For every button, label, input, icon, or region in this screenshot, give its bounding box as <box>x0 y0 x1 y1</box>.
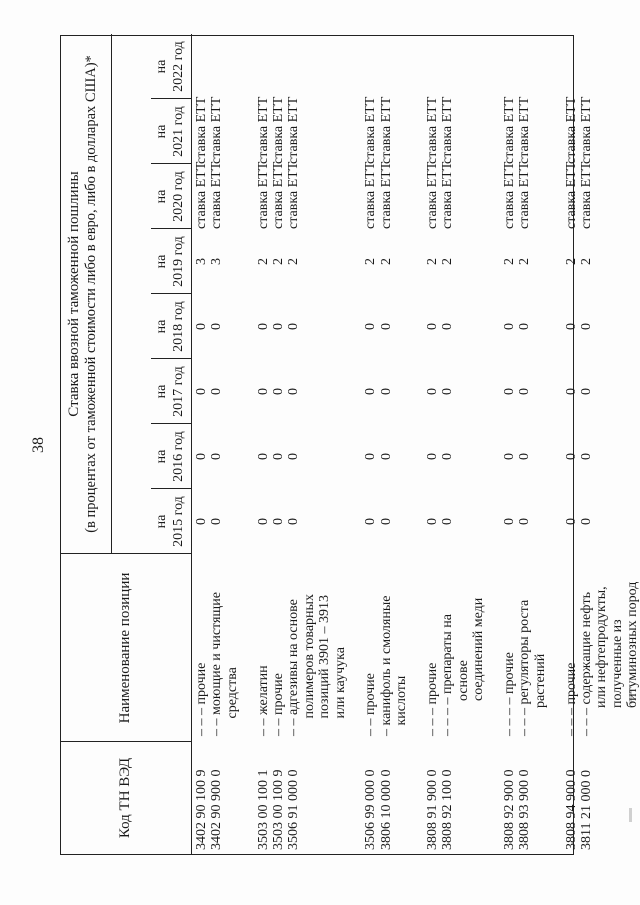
rate-cell: 2 <box>517 258 533 265</box>
row-name-line: или нефтепродукты, <box>594 586 610 736</box>
row-name-line: – канифоль и смоляные <box>378 595 394 736</box>
rate-cell: 0 <box>271 518 286 525</box>
rate-cell: ставка ЕТТ <box>209 96 225 164</box>
rate-cell: 2 <box>563 258 579 265</box>
rate-cell: ставка ЕТТ <box>563 161 579 229</box>
year-label: 2022 год <box>171 41 186 92</box>
rate-cell: 0 <box>502 388 517 395</box>
row-name-line: – – прочие <box>363 673 379 736</box>
rate-cell: ставка ЕТТ <box>194 96 209 164</box>
rate-cell: 0 <box>502 453 517 460</box>
rate-cell: 0 <box>517 388 533 395</box>
rate-cell: 0 <box>209 388 225 395</box>
rate-cell: 0 <box>209 518 225 525</box>
year-label: 2021 год <box>171 106 186 157</box>
rate-cell: 0 <box>517 323 533 330</box>
row-code: 3808 92 100 0 <box>440 769 456 850</box>
rate-cell: ставка ЕТТ <box>194 161 209 229</box>
row-name-line: – – – – препараты на <box>440 614 456 736</box>
rate-cell: 0 <box>425 388 440 395</box>
rate-cell: 0 <box>209 453 225 460</box>
rate-cell: 0 <box>255 518 271 525</box>
rate-cell: 0 <box>255 388 271 395</box>
year-prefix: на <box>154 254 169 269</box>
year-prefix: на <box>154 319 169 334</box>
rate-cell: 0 <box>563 518 579 525</box>
year-prefix: на <box>154 449 169 464</box>
rate-cell: 0 <box>517 453 533 460</box>
rate-cell: ставка ЕТТ <box>271 161 286 229</box>
year-label: 2020 год <box>171 171 186 222</box>
year-header-cell <box>153 294 187 359</box>
rate-cell: 0 <box>425 453 440 460</box>
row-name-line: или каучука <box>332 647 348 736</box>
rate-cell: ставка ЕТТ <box>378 161 394 229</box>
row-name-line: – – – – прочие <box>502 652 517 736</box>
year-prefix: на <box>154 384 169 399</box>
rate-cell: 0 <box>286 388 302 395</box>
rate-cell: ставка ЕТТ <box>440 96 456 164</box>
rate-cell: 0 <box>255 323 271 330</box>
rate-cell: 3 <box>209 258 225 265</box>
rate-cell: ставка ЕТТ <box>502 96 517 164</box>
year-header-cell <box>153 229 187 294</box>
year-prefix: на <box>154 189 169 204</box>
rate-cell: 0 <box>363 518 379 525</box>
row-name-line: – – моющие и чистящие <box>209 592 225 736</box>
rate-cell: 0 <box>579 388 594 395</box>
header-title-rule <box>111 34 112 554</box>
rate-cell: 0 <box>502 323 517 330</box>
rate-cell: 2 <box>255 258 271 265</box>
rate-cell: 2 <box>440 258 456 265</box>
row-name-line: – – – прочие <box>425 662 440 736</box>
row-code: 3808 94 900 0 <box>563 769 579 850</box>
rate-cell: ставка ЕТТ <box>286 96 302 164</box>
rate-cell: 0 <box>378 518 394 525</box>
rate-cell: 0 <box>425 518 440 525</box>
year-label: 2019 год <box>171 236 186 287</box>
rate-cell: 0 <box>440 518 456 525</box>
rate-cell: 0 <box>194 323 209 330</box>
row-code: 3808 91 900 0 <box>425 769 440 850</box>
tariff-table <box>60 35 640 855</box>
row-code: 3402 90 900 0 <box>209 769 225 850</box>
rate-cell: 0 <box>440 323 456 330</box>
rate-cell: 0 <box>440 453 456 460</box>
rotated-page-content <box>30 35 640 855</box>
rate-cell: 2 <box>502 258 517 265</box>
year-label: 2017 год <box>171 366 186 417</box>
rate-cell: 0 <box>517 518 533 525</box>
rate-cell: ставка ЕТТ <box>363 161 379 229</box>
rate-cell: ставка ЕТТ <box>271 96 286 164</box>
rate-cell: ставка ЕТТ <box>255 96 271 164</box>
row-name-line: соединений меди <box>471 597 487 736</box>
rate-cell: 0 <box>194 453 209 460</box>
rate-cell: 0 <box>378 323 394 330</box>
rate-cell: 0 <box>425 323 440 330</box>
rate-cell: 0 <box>563 323 579 330</box>
rate-cell: ставка ЕТТ <box>563 96 579 164</box>
row-code: 3506 99 000 0 <box>363 769 379 850</box>
year-header-cell <box>153 164 187 229</box>
header-rate-title: Ставка ввозной таможенной пошлины <box>66 171 82 417</box>
year-prefix: на <box>154 124 169 139</box>
rate-cell: 2 <box>271 258 286 265</box>
rate-cell: ставка ЕТТ <box>517 96 533 164</box>
year-header-cell <box>153 489 187 554</box>
header-rate-subtitle: (в процентах от таможенной стоимости либо в евро, либо в долларах США)* <box>83 55 99 533</box>
rate-cell: 0 <box>579 518 594 525</box>
row-name-line: – – – содержащие нефть <box>579 592 594 736</box>
row-code: 3806 10 000 0 <box>378 769 394 850</box>
rate-cell: 0 <box>271 323 286 330</box>
rate-cell: 0 <box>286 453 302 460</box>
rate-cell: 0 <box>378 453 394 460</box>
rate-cell: ставка ЕТТ <box>502 161 517 229</box>
row-name-line: битуминозных пород <box>625 581 640 736</box>
row-code: 3503 00 100 9 <box>271 769 286 850</box>
row-name-line: средства <box>224 667 240 736</box>
rate-cell: 2 <box>378 258 394 265</box>
rate-cell: 0 <box>440 388 456 395</box>
rate-cell: 0 <box>363 388 379 395</box>
row-name-line: кислоты <box>394 675 410 736</box>
rate-cell: ставка ЕТТ <box>363 96 379 164</box>
rate-cell: 0 <box>271 453 286 460</box>
rate-cell: 0 <box>502 518 517 525</box>
rate-cell: ставка ЕТТ <box>425 161 440 229</box>
rate-cell: 0 <box>563 388 579 395</box>
rate-cell: ставка ЕТТ <box>440 161 456 229</box>
row-name-line: позиций 3901 – 3913 <box>317 595 333 736</box>
year-header-cell <box>153 424 187 489</box>
row-name-line: – – адгезивы на основе <box>286 599 302 736</box>
rate-cell: 0 <box>194 518 209 525</box>
rate-cell: 0 <box>194 388 209 395</box>
rate-cell: 0 <box>378 388 394 395</box>
rate-cell: 0 <box>363 453 379 460</box>
row-name-line: – – – прочие <box>194 662 209 736</box>
year-prefix: на <box>154 59 169 74</box>
rate-cell: 0 <box>209 323 225 330</box>
row-code: 3808 93 900 0 <box>517 769 533 850</box>
year-header-cell <box>153 359 187 424</box>
year-header-cell <box>153 99 187 164</box>
rate-cell: 0 <box>255 453 271 460</box>
row-name-line: – – желатин <box>255 665 271 736</box>
row-name-line: полимеров товарных <box>301 594 317 736</box>
rate-cell: 0 <box>579 323 594 330</box>
header-code: Код ТН ВЭД <box>117 757 133 839</box>
year-label: 2015 год <box>171 496 186 547</box>
rate-cell: 2 <box>363 258 379 265</box>
row-name-line: – – прочие <box>271 673 286 736</box>
row-name-line: растений <box>532 653 548 736</box>
year-label: 2018 год <box>171 301 186 352</box>
year-prefix: на <box>154 514 169 529</box>
rate-cell: ставка ЕТТ <box>517 161 533 229</box>
rate-cell: ставка ЕТТ <box>579 96 594 164</box>
rate-cell: ставка ЕТТ <box>255 161 271 229</box>
header-bottom-rule <box>191 34 192 854</box>
row-name-line: полученные из <box>609 619 625 736</box>
rate-cell: 2 <box>286 258 302 265</box>
rate-cell: 2 <box>579 258 594 265</box>
scan-edge-mark <box>629 808 632 822</box>
rate-cell: 0 <box>271 388 286 395</box>
header-name: Наименование позиции <box>117 572 133 724</box>
rate-cell: 0 <box>563 453 579 460</box>
year-label: 2016 год <box>171 431 186 482</box>
rate-cell: ставка ЕТТ <box>425 96 440 164</box>
row-name-line: – – – прочие <box>563 662 579 736</box>
rate-cell: 2 <box>425 258 440 265</box>
row-name-line: основе <box>455 660 471 736</box>
rate-cell: 0 <box>286 518 302 525</box>
rate-cell: ставка ЕТТ <box>209 161 225 229</box>
row-code: 3402 90 100 9 <box>194 769 209 850</box>
row-code: 3503 00 100 1 <box>255 769 271 850</box>
rate-cell: 0 <box>579 453 594 460</box>
rate-cell: ставка ЕТТ <box>579 161 594 229</box>
row-name-line: – – – регуляторы роста <box>517 599 533 736</box>
rate-cell: ставка ЕТТ <box>378 96 394 164</box>
rate-cell: 0 <box>363 323 379 330</box>
rate-cell: 0 <box>286 323 302 330</box>
rate-cell: 3 <box>194 258 209 265</box>
row-code: 3506 91 000 0 <box>286 769 302 850</box>
rate-cell: ставка ЕТТ <box>286 161 302 229</box>
row-code: 3808 92 900 0 <box>502 769 517 850</box>
year-header-cell <box>153 34 187 99</box>
page-number: 38 <box>30 437 47 453</box>
row-code: 3811 21 000 0 <box>579 770 594 850</box>
